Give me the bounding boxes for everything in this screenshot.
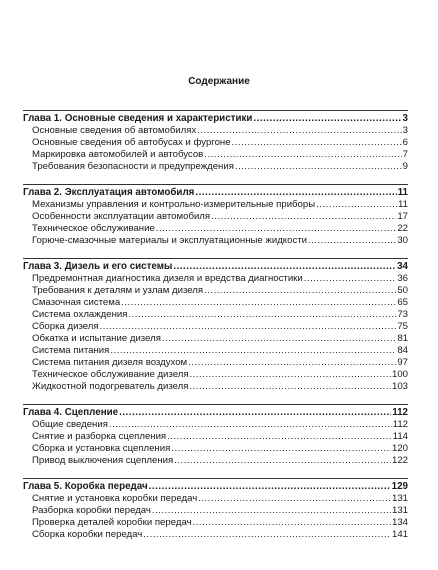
- page-number: 84: [397, 345, 408, 356]
- toc-entry-title: Основные сведения об автобусах и фургоне: [32, 137, 231, 148]
- toc-entry-title: Система питания: [32, 345, 110, 356]
- chapter-heading-title: Глава 5. Коробка передач: [23, 481, 148, 492]
- toc-entry-title: Проверка деталей коробки передач: [32, 517, 192, 528]
- page-number: 112: [392, 407, 408, 418]
- chapter-block: [23, 184, 408, 247]
- dot-leader: [195, 187, 396, 199]
- toc-entry: [23, 505, 408, 517]
- page-number: 9: [402, 161, 408, 172]
- toc-entry: [23, 309, 408, 321]
- page-number: 97: [397, 357, 408, 368]
- toc-entry-title: Жидкостной подогреватель дизеля: [32, 381, 189, 392]
- page-number: 3: [402, 113, 408, 124]
- dot-leader: [119, 407, 391, 419]
- toc-entry-title: Обкатка и испытание дизеля: [32, 333, 161, 344]
- toc-entry-title: Разборка коробки передач: [32, 505, 151, 516]
- dot-leader: [211, 211, 396, 223]
- toc-entry-title: Маркировка автомобилей и автобусов: [32, 149, 204, 160]
- toc-entry-title: Привод выключения сцепления: [32, 455, 174, 466]
- page-number: 122: [391, 455, 408, 466]
- dot-leader: [156, 223, 397, 235]
- page-number: 73: [397, 309, 408, 320]
- dot-leader: [198, 493, 391, 505]
- dot-leader: [152, 505, 391, 517]
- page-number: 17: [397, 211, 408, 222]
- dot-leader: [149, 481, 391, 493]
- page-number: 50: [397, 285, 408, 296]
- dot-leader: [197, 125, 401, 137]
- chapter-heading-title: Глава 2. Эксплуатация автомобиля: [23, 187, 195, 198]
- dot-leader: [110, 345, 396, 357]
- dot-leader: [173, 261, 396, 273]
- dot-leader: [204, 149, 401, 161]
- dot-leader: [304, 273, 397, 285]
- page-title: Содержание: [188, 76, 250, 87]
- page-number: 120: [391, 443, 408, 454]
- page-number: 3: [402, 125, 408, 136]
- toc-entry: [23, 529, 408, 541]
- page-number: 7: [402, 149, 408, 160]
- toc-entry-title: Система питания дизеля воздухом: [32, 357, 188, 368]
- chapter-heading-title: Глава 4. Сцепление: [23, 407, 119, 418]
- chapter-block: [23, 404, 408, 467]
- toc-entry-title: Особенности эксплуатации автомобиля: [32, 211, 211, 222]
- page-number: 141: [391, 529, 408, 540]
- page-number: 11: [398, 199, 408, 210]
- dot-leader: [174, 455, 391, 467]
- page-number: 134: [391, 517, 408, 528]
- toc-entry: [23, 149, 408, 161]
- toc-entry-title: Снятие и разборка сцепления: [32, 431, 167, 442]
- toc-entry: [23, 517, 408, 529]
- page-number: 34: [397, 261, 408, 272]
- toc-entry: [23, 137, 408, 149]
- chapter-heading: [23, 404, 408, 419]
- toc-entry-title: Горюче-смазочные материалы и эксплуатационные жидкости: [32, 235, 307, 246]
- toc-entry-title: Система охлаждения: [32, 309, 128, 320]
- toc-entry: [23, 297, 408, 309]
- page-number: 81: [397, 333, 408, 344]
- dot-leader: [100, 321, 397, 333]
- dot-leader: [308, 235, 396, 247]
- toc-entry: [23, 381, 408, 393]
- toc-entry-title: Техническое обслуживание дизеля: [32, 369, 189, 380]
- dot-leader: [109, 419, 392, 431]
- chapter-block: [23, 478, 408, 541]
- dot-leader: [204, 285, 396, 297]
- toc-entry: [23, 211, 408, 223]
- dot-leader: [235, 161, 402, 173]
- page-number: 100: [391, 369, 408, 380]
- dot-leader: [188, 357, 396, 369]
- toc-entry-title: Сборка коробки передач: [32, 529, 143, 540]
- page-number: 103: [391, 381, 408, 392]
- chapter-heading-title: Глава 3. Дизель и его системы: [23, 261, 173, 272]
- toc-entry: [23, 333, 408, 345]
- toc-entry: [23, 161, 408, 173]
- chapter-heading: [23, 110, 408, 125]
- dot-leader: [253, 113, 401, 125]
- toc-entry-title: Техническое обслуживание: [32, 223, 155, 234]
- dot-leader: [189, 381, 391, 393]
- toc-entry: [23, 431, 408, 443]
- dot-leader: [162, 333, 396, 345]
- chapter-heading: [23, 258, 408, 273]
- toc-entry-title: Механизмы управления и контрольно-измерительные приборы: [32, 199, 316, 210]
- page-number: 22: [397, 223, 408, 234]
- page-number: 114: [392, 431, 408, 442]
- toc-entry: [23, 345, 408, 357]
- toc-entry-title: Требования к деталям и узлам дизеля: [32, 285, 204, 296]
- toc-entry-title: Предремонтная диагностика дизеля и вредства диагностики: [32, 273, 303, 284]
- toc-entry-title: Требования безопасности и предупреждения: [32, 161, 234, 172]
- toc-entry: [23, 455, 408, 467]
- toc-entry-title: Общие сведения: [32, 419, 108, 430]
- dot-leader: [190, 369, 391, 381]
- chapter-heading-title: Глава 1. Основные сведения и характеристики: [23, 113, 253, 124]
- toc-entry: [23, 235, 408, 247]
- toc-entry-title: Основные сведения об автомобилях: [32, 125, 197, 136]
- dot-leader: [167, 431, 392, 443]
- toc-entry-title: Смазочная система: [32, 297, 121, 308]
- chapter-heading: [23, 478, 408, 493]
- dot-leader: [128, 309, 396, 321]
- page-number: 129: [391, 481, 408, 492]
- page-number: 131: [391, 505, 408, 516]
- toc-entry-title: Снятие и установка коробки передач: [32, 493, 198, 504]
- page-number: 75: [397, 321, 408, 332]
- toc-entry: [23, 419, 408, 431]
- toc-entry: [23, 369, 408, 381]
- toc-entry: [23, 357, 408, 369]
- table-of-contents: [23, 110, 408, 552]
- toc-entry: [23, 443, 408, 455]
- dot-leader: [121, 297, 396, 309]
- dot-leader: [193, 517, 391, 529]
- toc-entry: [23, 321, 408, 333]
- dot-leader: [171, 443, 391, 455]
- chapter-block: [23, 258, 408, 393]
- page-number: 65: [397, 297, 408, 308]
- dot-leader: [143, 529, 391, 541]
- page-number: 131: [391, 493, 408, 504]
- page-number: 112: [392, 419, 408, 430]
- toc-entry-title: Сборка дизеля: [32, 321, 99, 332]
- toc-entry: [23, 493, 408, 505]
- page-number: 36: [397, 273, 408, 284]
- chapter-block: [23, 110, 408, 173]
- toc-entry: [23, 125, 408, 137]
- toc-entry: [23, 285, 408, 297]
- toc-entry: [23, 273, 408, 285]
- toc-entry-title: Сборка и установка сцепления: [32, 443, 171, 454]
- page-number: 6: [402, 137, 408, 148]
- toc-entry: [23, 199, 408, 211]
- toc-entry: [23, 223, 408, 235]
- dot-leader: [232, 137, 402, 149]
- dot-leader: [316, 199, 397, 211]
- page-number: 11: [397, 187, 408, 198]
- chapter-heading: [23, 184, 408, 199]
- page-number: 30: [397, 235, 408, 246]
